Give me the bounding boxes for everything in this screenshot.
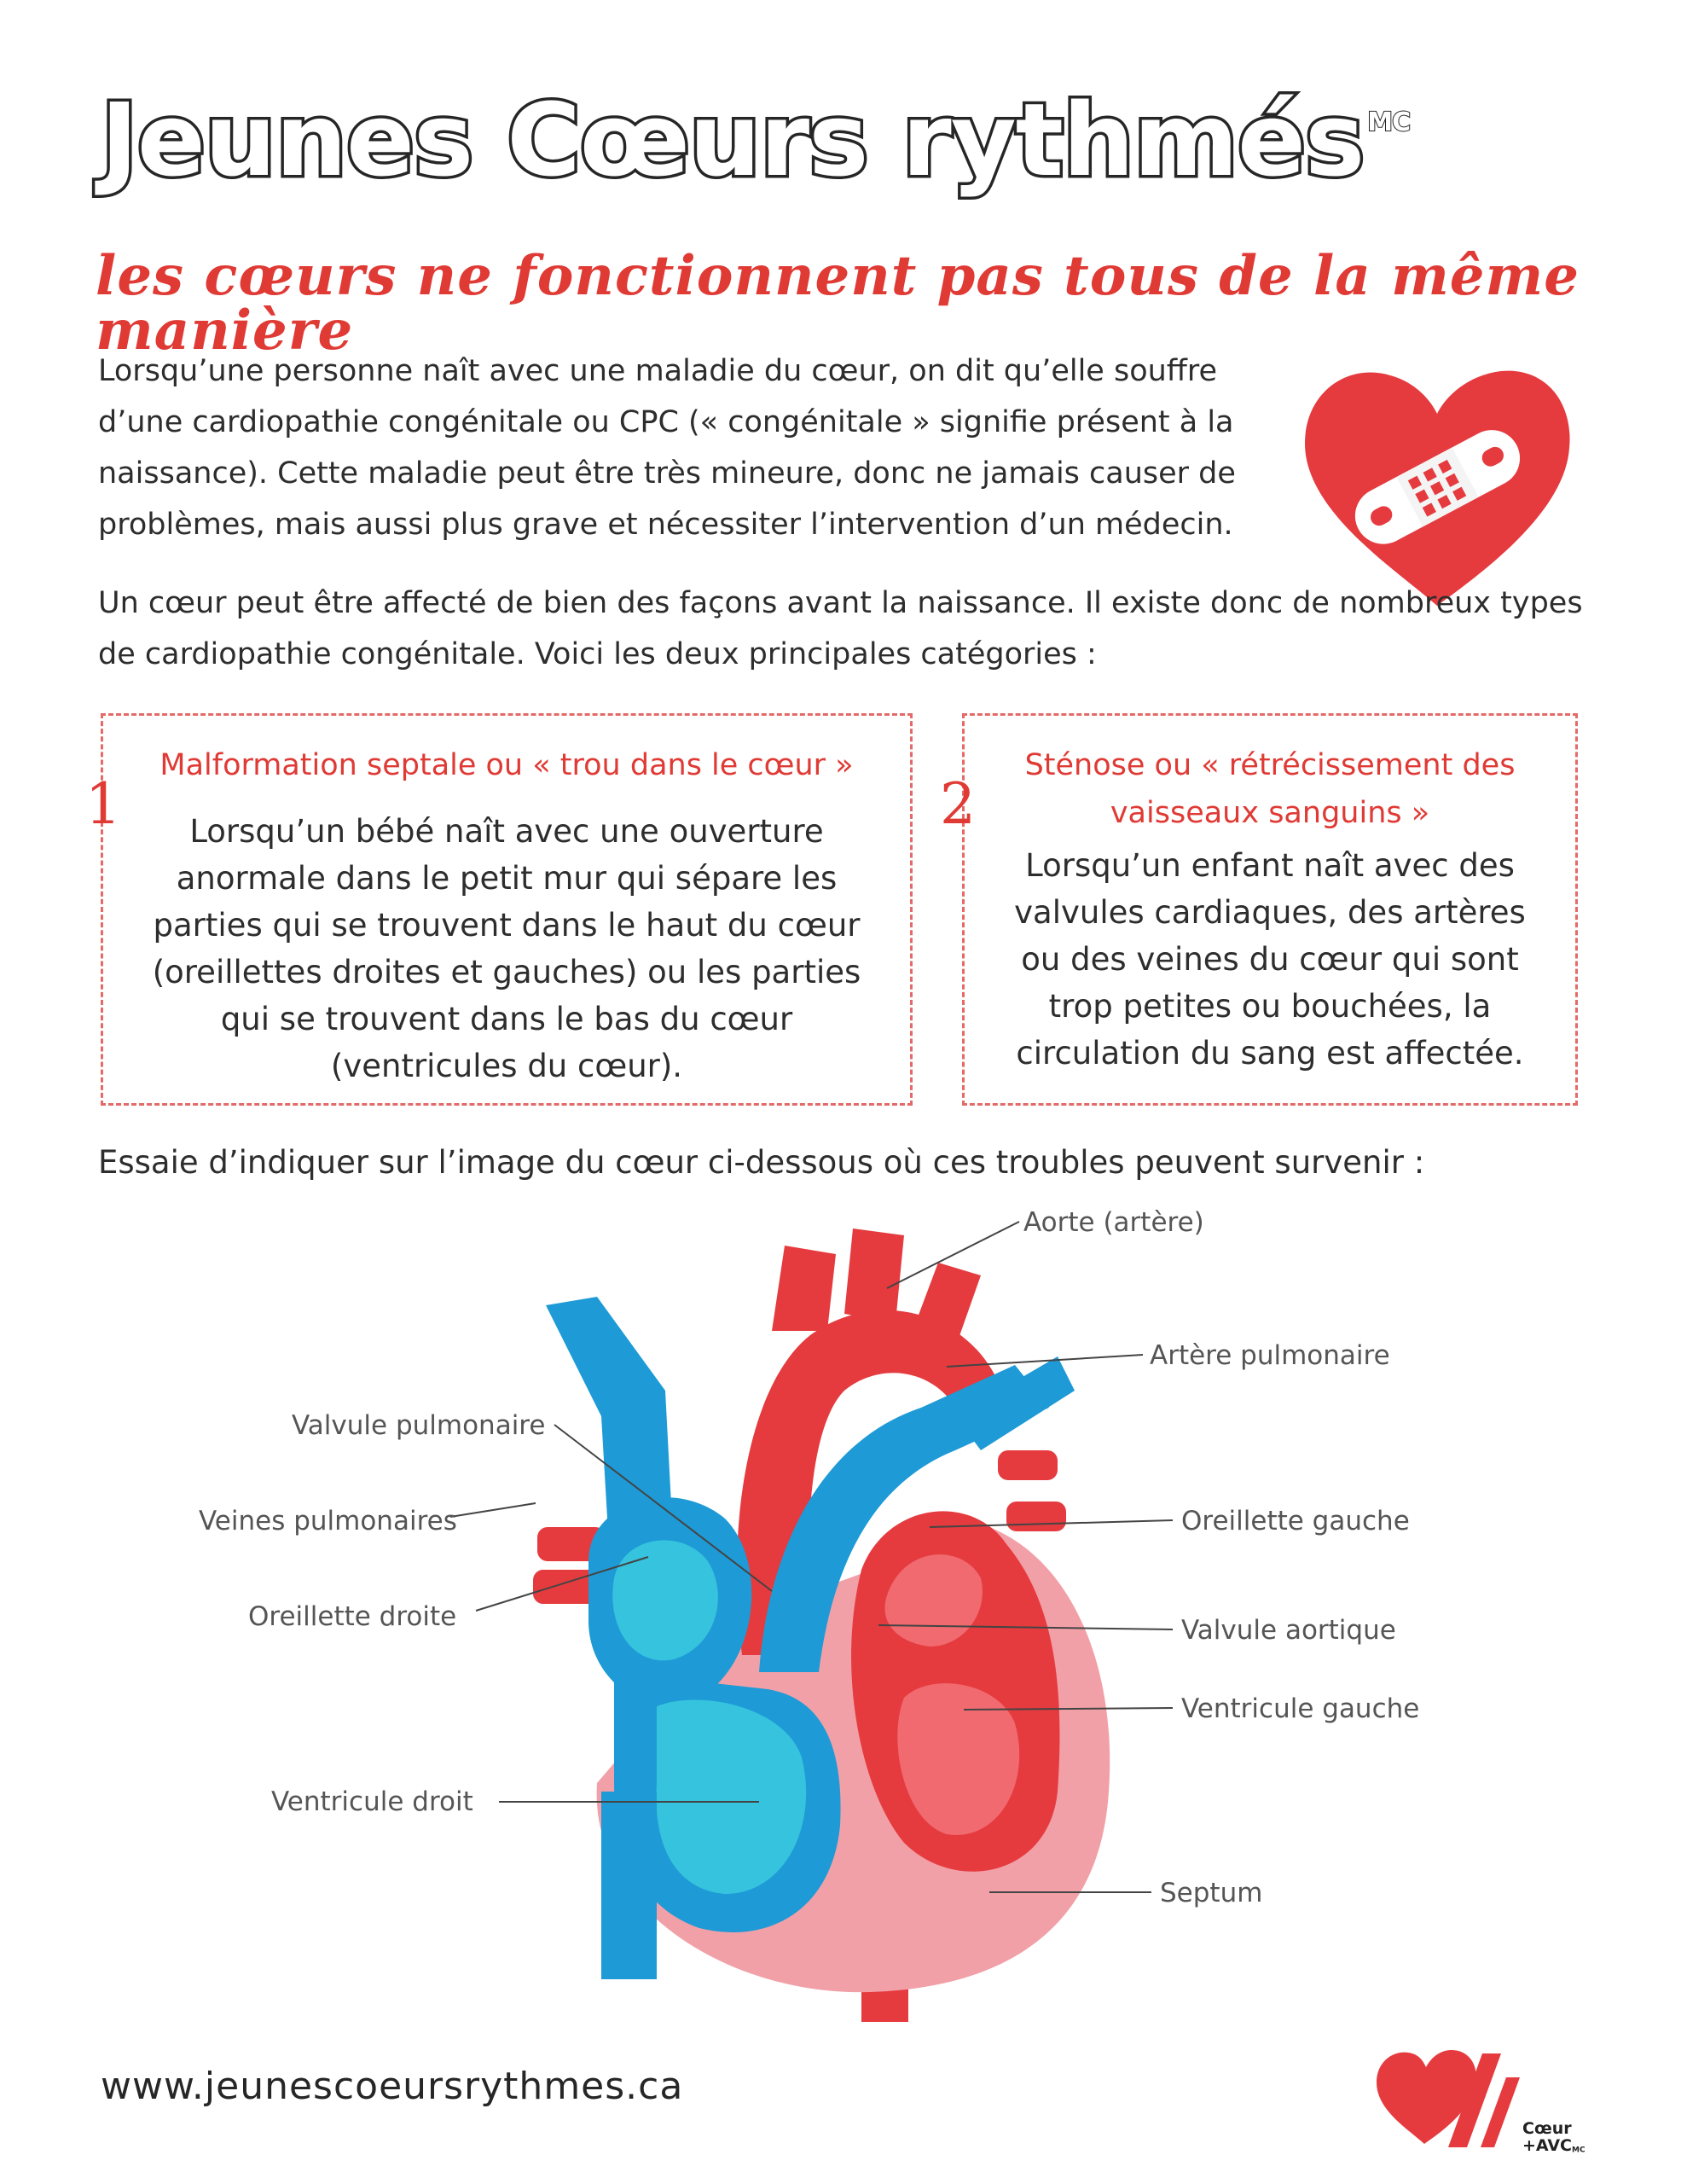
label-aorte: Aorte (artère): [1023, 1207, 1204, 1238]
page-subtitle: les cœurs ne fonctionnent pas tous de la même manière: [96, 244, 1580, 363]
label-ventricule-droit: Ventricule droit: [271, 1786, 473, 1817]
label-oreillette-gauche: Oreillette gauche: [1181, 1506, 1410, 1536]
logo-trademark: MC: [1571, 2146, 1586, 2155]
heart-and-stroke-logo: [1373, 2043, 1535, 2154]
category-description: Lorsqu’un bébé naît avec une ouverture anormale dans le petit mur qui sépare les parties qui se trouvent dans le haut du cœur (oreillettes droites et gauches) ou les parties qui se trouvent dans le bas du cœur (ventricules du cœur).: [152, 813, 861, 1084]
inferior-vena-cava: [601, 1792, 657, 1979]
logo-wordmark: [1522, 2121, 1586, 2155]
category-box-2: [962, 713, 1578, 1106]
intro-paragraph-1: Lorsqu’une personne naît avec une maladie du cœur, on dit qu’elle souffre d’une cardiopathie congénitale ou CPC (« congénitale » signifie présent à la naissance). Cette maladie peut être très mineure, donc ne jamais causer de problèmes, mais aussi plus grave et nécessiter l’intervention d’un médecin.: [98, 354, 1236, 542]
category-title: Sténose ou « rétrécissement des vaisseaux sanguins »: [1024, 748, 1516, 830]
label-artere-pulmonaire: Artère pulmonaire: [1150, 1340, 1390, 1371]
label-oreillette-droite: Oreillette droite: [248, 1601, 457, 1632]
website-url[interactable]: www.jeunescoeursrythmes.ca: [101, 2065, 684, 2108]
heart-bandage-icon: [1296, 358, 1578, 614]
intro-paragraph-2: Un cœur peut être affecté de bien des façons avant la naissance. Il existe donc de nombreux types de cardiopathie congénitale. Voici les deux principales catégories :: [98, 586, 1583, 671]
category-box-1: [101, 713, 913, 1106]
label-ventricule-gauche: Ventricule gauche: [1181, 1693, 1420, 1724]
page-title: Jeunes Cœurs rythmés $^{MC}$: [101, 81, 1411, 199]
category-title: Malformation septale ou « trou dans le cœur »: [159, 748, 854, 782]
label-septum: Septum: [1160, 1878, 1263, 1908]
category-number-1: 1: [85, 771, 121, 837]
trademark-mark: MC: [1367, 107, 1411, 137]
logo-text-line-2: [1522, 2135, 1586, 2155]
category-number-2: 2: [940, 771, 976, 837]
logo-text-line-1: Cœur: [1522, 2119, 1572, 2138]
logo-text-line-2-main: +AVC: [1522, 2135, 1572, 2155]
instruction-text: Essaie d’indiquer sur l’image du cœur ci-dessous où ces troubles peuvent survenir :: [98, 1144, 1425, 1181]
category-description: Lorsqu’un enfant naît avec des valvules cardiaques, des artères ou des veines du cœur qui sont trop petites ou bouchées, la circulation du sang est affectée.: [1014, 847, 1526, 1072]
label-valvule-pulmonaire: Valvule pulmonaire: [292, 1410, 546, 1441]
label-valvule-aortique: Valvule aortique: [1181, 1615, 1396, 1646]
label-veines-pulmonaires: Veines pulmonaires: [199, 1506, 457, 1536]
